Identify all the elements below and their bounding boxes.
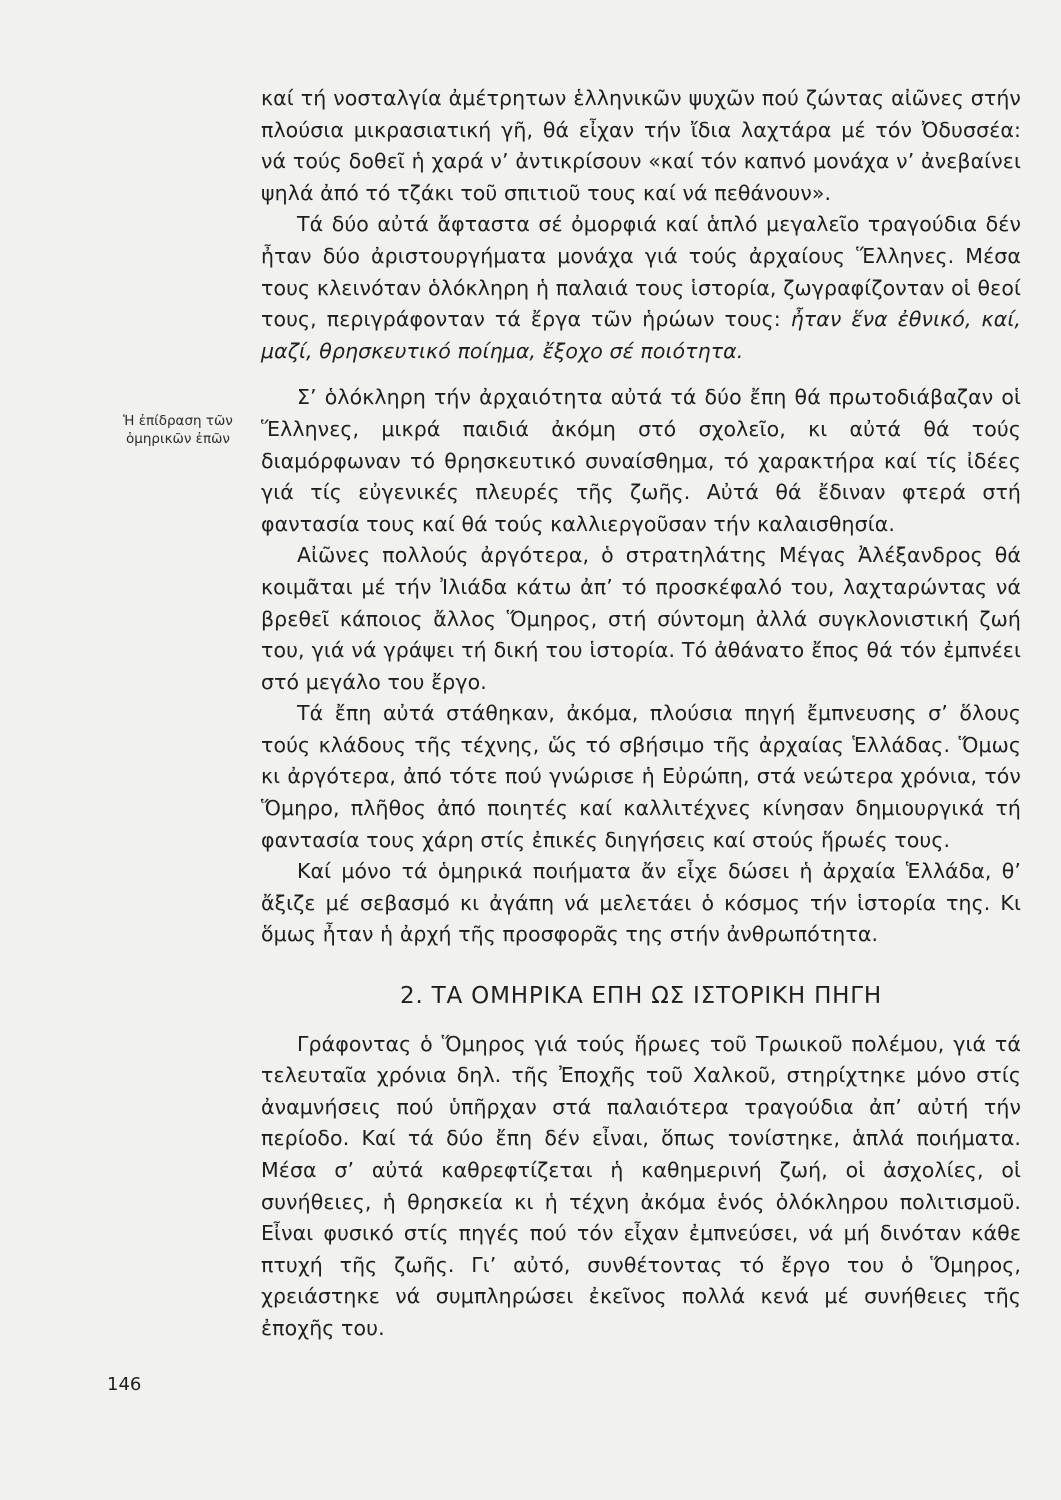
margin-note-line-1: Ἡ ἐπίδραση τῶν (123, 413, 233, 429)
paragraph-2-italic: ἦταν ἕνα ἐθνικό, καί, μαζί, θρησκευτικό ποίημα, ἔξοχο σέ ποιότητα. (261, 307, 1021, 363)
section-heading: 2. ΤΑ ΟΜΗΡΙΚΑ ΕΠΗ ΩΣ ΙΣΤΟΡΙΚΗ ΠΗΓΗ (400, 983, 882, 1010)
paragraph-7: Γράφοντας ὁ Ὅμηρος γιά τούς ἥρωες τοῦ Τρωικοῦ πολέμου, γιά τά τελευταῖα χρόνια δηλ. τῆς Ἐποχῆς τοῦ Χαλκοῦ, στηρίχτηκε μόνο στίς ἀναμνήσεις πού ὑπῆρχαν στά παλαιότερα τραγούδια ἀπ’ αὐτή τήν περίοδο. Καί τά δύο ἔπη δέν εἶναι, ὅπως τονίστηκε, ἁπλά ποιήματα. Μέσα σ’ αὐτά καθρεφτίζεται ἡ καθημερινή ζωή, οἱ ἀσχολίες, οἱ συνήθειες, ἡ θρησκεία κι ἡ τέχνη ἀκόμα ἑνός ὁλόκληρου πολιτισμοῦ. Εἶναι φυσικό στίς πηγές πού τόν εἶχαν ἐμπνεύσει, νά μή δινόταν κάθε πτυχή τῆς ζωῆς. Γι’ αὐτό, συνθέτοντας τό ἔργο του ὁ Ὅμηρος, χρειάστηκε νά συμπληρώσει ἐκεῖνος πολλά κενά μέ συνήθειες τῆς ἐποχῆς του. (261, 1031, 1021, 1340)
main-text-column (261, 83, 1021, 1345)
page-number: 146 (107, 1374, 142, 1395)
paragraph-3: Σ’ ὁλόκληρη τήν ἀρχαιότητα αὐτά τά δύο ἔπη θά πρωτοδιάβαζαν οἱ Ἕλληνες, μικρά παιδιά ἀκόμη στό σχολεῖο, κι αὐτά θά τούς διαμόρφωναν τό θρησκευτικό συναίσθημα, τό χαρακτήρα καί τίς ἰδέες γιά τίς εὐγενικές πλευρές τῆς ζωῆς. Αὐτά θά ἔδιναν φτερά στή φαντασία τους καί θά τούς καλλιεργοῦσαν τήν καλαισθησία. (261, 385, 1021, 536)
paragraph-5: Τά ἔπη αὐτά στάθηκαν, ἀκόμα, πλούσια πηγή ἔμπνευσης σ’ ὅλους τούς κλάδους τῆς τέχνης, ὥς τό σβήσιμο τῆς ἀρχαίας Ἑλλάδας. Ὅμως κι ἀργότερα, ἀπό τότε πού γνώρισε ἡ Εὐρώπη, στά νεώτερα χρόνια, τόν Ὅμηρο, πλῆθος ἀπό ποιητές καί καλλιτέχνες κίνησαν δημιουργικά τή φαντασία τους χάρη στίς ἐπικές διηγήσεις καί στούς ἥρωές τους. (261, 701, 1021, 852)
margin-note (103, 412, 253, 448)
paragraph-1: καί τή νοσταλγία ἀμέτρητων ἑλληνικῶν ψυχῶν πού ζώντας αἰῶνες στήν πλούσια μικρασιατική γῆ, θά εἶχαν τήν ἴδια λαχτάρα μέ τόν Ὀδυσσέα: νά τούς δοθεῖ ἡ χαρά ν’ ἀντικρίσουν «καί τόν καπνό μονάχα ν’ ἀνεβαίνει ψηλά ἀπό τό τζάκι τοῦ σπιτιοῦ τους καί νά πεθάνουν». (261, 86, 1021, 205)
paragraph-4: Αἰῶνες πολλούς ἀργότερα, ὁ στρατηλάτης Μέγας Ἀλέξανδρος θά κοιμᾶται μέ τήν Ἰλιάδα κάτω ἀπ’ τό προσκέφαλό του, λαχταρώντας νά βρεθεῖ κάποιος ἄλλος Ὅμηρος, στή σύντομη ἀλλά συγκλονιστική ζωή του, γιά νά γράψει τή δική του ἱστορία. Τό ἀθάνατο ἔπος θά τόν ἐμπνέει στό μεγάλο του ἔργο. (261, 543, 1021, 694)
margin-note-line-2: ὁμηρικῶν ἐπῶν (126, 431, 230, 447)
paragraph-2-text: Τά δύο αὐτά ἄφταστα σέ ὀμορφιά καί ἁπλό μεγαλεῖο τραγούδια δέν ἦταν δύο ἀριστουργήματα μονάχα γιά τούς ἀρχαίους Ἕλληνες. Μέσα τους κλεινόταν ὁλόκληρη ἡ παλαιά τους ἱστορία, ζωγραφίζονταν οἱ θεοί τους, περιγράφονταν τά ἔργα τῶν ἡρώων τους: (261, 212, 1021, 332)
paragraph-2 (261, 209, 1021, 367)
paragraph-6: Καί μόνο τά ὁμηρικά ποιήματα ἄν εἶχε δώσει ἡ ἀρχαία Ἑλλάδα, θ’ ἄξιζε μέ σεβασμό κι ἀγάπη νά μελετάει ὁ κόσμος τήν ἱστορία της. Κι ὅμως ἦταν ἡ ἀρχή τῆς προσφορᾶς της στήν ἀνθρωπότητα. (261, 859, 1021, 947)
